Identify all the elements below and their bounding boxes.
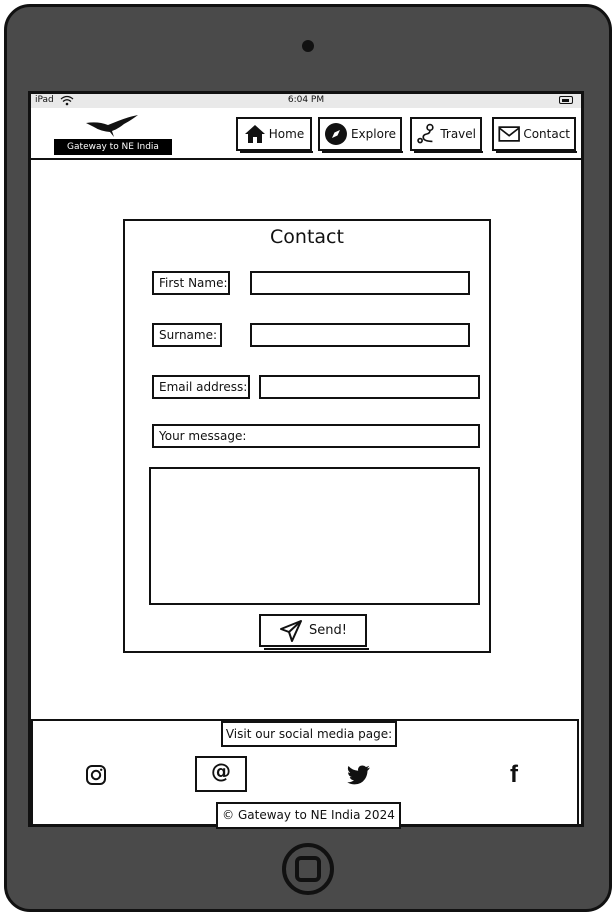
status-bar xyxy=(31,94,581,108)
surname-label: Surname: xyxy=(152,323,222,347)
site-logo[interactable] xyxy=(54,113,172,155)
site-header xyxy=(31,108,581,160)
email-label: Email address: xyxy=(152,375,250,399)
instagram-icon[interactable] xyxy=(84,763,108,787)
nav-travel[interactable] xyxy=(410,117,482,151)
first-name-input[interactable] xyxy=(250,271,470,295)
route-icon xyxy=(416,121,437,147)
send-button[interactable] xyxy=(259,614,367,647)
status-device-name: iPad xyxy=(35,95,54,105)
email-input[interactable] xyxy=(259,375,480,399)
facebook-icon[interactable]: f xyxy=(510,761,518,788)
device-home-button-icon xyxy=(295,856,321,882)
status-time: 6:04 PM xyxy=(287,95,325,105)
logo-text: Gateway to NE India xyxy=(54,139,172,155)
camera-dot xyxy=(302,40,314,52)
instagram-glyph-icon xyxy=(85,764,107,786)
nav-home[interactable] xyxy=(236,117,312,151)
contact-form xyxy=(123,219,491,653)
send-button-label: Send! xyxy=(309,623,347,638)
nav-travel-label: Travel xyxy=(440,127,476,141)
first-name-label: First Name: xyxy=(152,271,230,295)
message-label: Your message: xyxy=(152,424,480,448)
nav-explore[interactable] xyxy=(318,117,402,151)
bird-logo-icon xyxy=(84,115,140,139)
twitter-icon[interactable] xyxy=(347,763,371,787)
envelope-icon xyxy=(498,124,520,144)
nav-home-label: Home xyxy=(268,127,305,141)
site-footer xyxy=(31,719,579,827)
surname-input[interactable] xyxy=(250,323,470,347)
twitter-bird-icon xyxy=(347,765,371,785)
home-icon xyxy=(244,124,266,144)
message-textarea[interactable] xyxy=(149,467,480,605)
form-title: Contact xyxy=(270,226,344,248)
paper-plane-icon xyxy=(279,619,303,643)
social-media-label: Visit our social media page: xyxy=(221,721,397,747)
compass-icon xyxy=(324,122,348,146)
nav-explore-label: Explore xyxy=(350,127,396,141)
battery-icon xyxy=(559,96,573,104)
copyright-text: © Gateway to NE India 2024 xyxy=(216,802,401,829)
nav-contact[interactable] xyxy=(492,117,576,151)
email-icon[interactable]: @ xyxy=(195,756,247,792)
nav-contact-label: Contact xyxy=(523,127,570,141)
